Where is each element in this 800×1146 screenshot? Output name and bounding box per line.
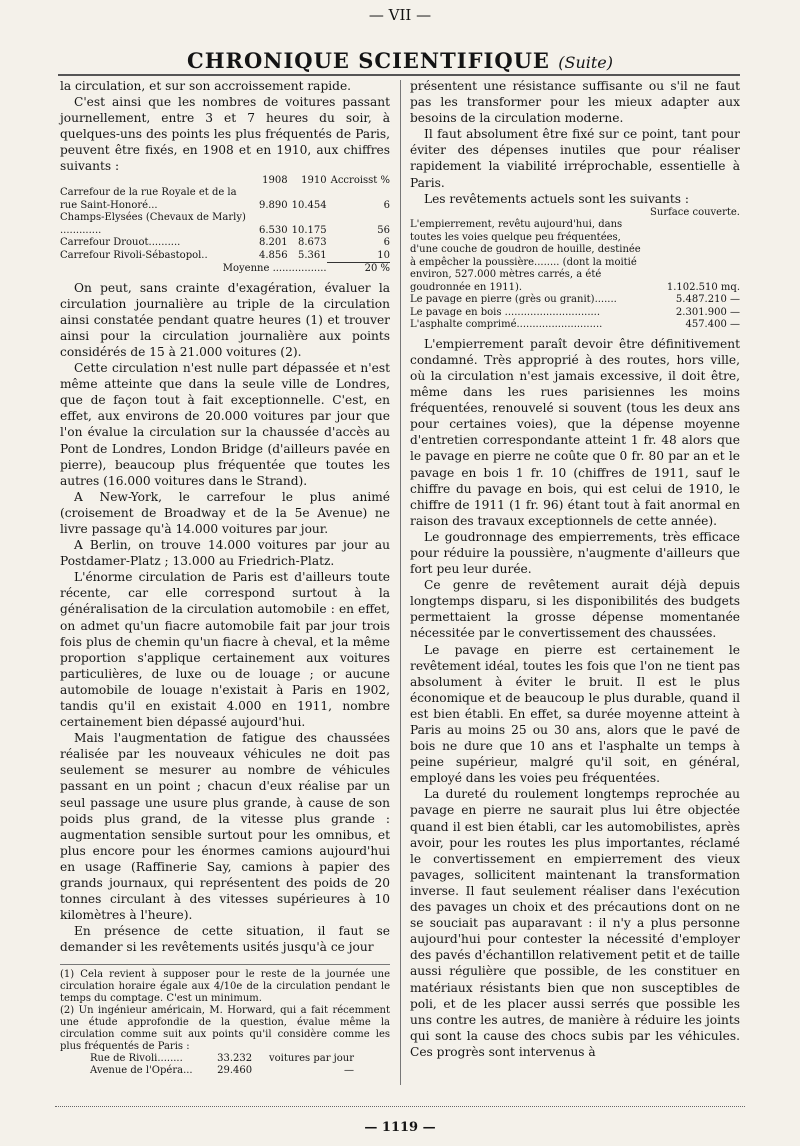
average-value: 20 % xyxy=(327,263,390,276)
surface-value: 457.400 — xyxy=(685,319,740,331)
right-paragraph: L'empierrement paraît devoir être définitivement condamné. Très approprié à des routes, hors ville, où la circulation n'est jamais excessive, il doit être, même dans les rues parisiennes les moins fréquentées, renouvelé si souvent (tous les deux ans pour certaines voies), que la dépense moyenne d'entretien correspondante atteint 1 fr. 48 alors que le pavage en pierre ne coûte que 0 fr. 80 par an et le pavage en bois 1 fr. 10 (chiffres de 1911, sauf le chiffre du pavage en bois, qui est celui de 1910, le chiffre de 1911 (1 fr. 96) étant tout à fait anormal en raison des travaux exceptionnels de cette année). xyxy=(410,336,740,528)
right-paragraph: présentent une résistance suffisante ou s'il ne faut pas les transformer pour les mieux adapter aux besoins de la circulation moderne. xyxy=(410,79,740,126)
col-header: Accroisst % xyxy=(330,174,390,186)
surface-label: Le pavage en bois .............................. xyxy=(410,306,601,318)
left-paragraph: C'est ainsi que les nombres de voitures passant journellement, entre 3 et 7 heures du soir, à quelques-uns des points les plus fréquentés de Paris, peuvent être fixés, en 1908 et en 1910, aux chiffres suivants : xyxy=(60,95,390,174)
table-row xyxy=(410,219,740,294)
footnote-2: (2) Un ingénieur américain, M. Horward, qui a fait récemment une étude approfondie de la question, évalue même la circulation comme suit aux points qu'il considère comme les plus fréquentés de Paris : xyxy=(60,1004,390,1052)
surface-value: 1.102.510 mq. xyxy=(666,281,740,293)
left-paragraph: Cette circulation n'est nulle part dépassée et n'est même atteinte que dans la seule ville de Londres, que de façon tout à fait exceptionnelle. C'est, en effet, aux environs de 20.000 voitures par jour que l'on évalue la circulation sur la chaussée d'accès au Pont de Londres, London Bridge (d'ailleurs pavée en pierre), beaucoup plus fréquentée que toutes les autres (16.000 voitures dans le Strand). xyxy=(60,361,390,488)
column-divider xyxy=(400,80,401,1085)
value-cell: 5.361 xyxy=(297,250,327,262)
left-paragraph: On peut, sans crainte d'exagération, évaluer la circulation journalière au triple de la circulation ainsi constatée pendant quatre heures (1) et trouver ainsi pour la circulation journalière aux points considérés de 15 à 21.000 voitures (2). xyxy=(60,280,390,359)
right-paragraph: Le goudronnage des empierrements, très efficace pour réduire la poussière, n'augmente d'ailleurs que fort peu leur durée. xyxy=(410,529,740,577)
right-paragraph: Il faut absolument être fixé sur ce point, tant pour éviter des dépenses inutiles que pour réaliser rapidement la viabilité irréprochable, essentielle à Paris. xyxy=(410,127,740,190)
footnote-table xyxy=(90,1053,354,1078)
surface-label: Le pavage en pierre (grès ou granit)....... xyxy=(410,294,617,306)
right-paragraph: Ce genre de revêtement aurait déjà depuis longtemps disparu, si les disponibilités des budgets permettaient la grosse dépense momentanée nécessitée par le convertissement des chaussées. xyxy=(410,578,740,641)
footnote-unit: — xyxy=(344,1065,354,1076)
value-cell: 8.673 xyxy=(297,237,327,249)
left-paragraph: A New-York, le carrefour le plus animé (croisement de Broadway et de la 5e Avenue) ne livre passage qu'à 14.000 voitures par jour. xyxy=(60,489,390,536)
title-text: CHRONIQUE SCIENTIFIQUE xyxy=(186,48,550,73)
value-cell: 10.454 xyxy=(291,199,327,211)
table-row xyxy=(410,294,740,307)
page-number: — 1119 — xyxy=(364,1120,436,1135)
value-cell: 9.890 xyxy=(258,199,288,211)
col-header: 1908 xyxy=(262,174,288,186)
place-cell: Carrefour Drouot.......... xyxy=(60,237,181,249)
value-cell: 6 xyxy=(383,199,390,211)
left-paragraph: L'énorme circulation de Paris est d'ailleurs toute récente, car elle correspond surtout à la généralisation de la circulation automobile : en effet, on admet qu'un fiacre automobile fait par jour trois fois plus de chemin qu'un fiacre à cheval, et la même proportion s'applique certainement aux voitures particulières, de luxe ou de louage ; or aucune automobile de louage n'existait à Paris en 1902, tandis qu'il en existait 4.000 en 1911, nombre certainement bien dépassé aujourd'hui. xyxy=(60,570,390,730)
left-paragraph: En présence de cette situation, il faut se demander si les revêtements usités jusqu'à ce jour xyxy=(60,924,390,955)
footnote-1: (1) Cela revient à supposer pour le reste de la journée une circulation horaire égale aux 4/10e de la circulation pendant le temps du comptage. C'est un minimum. xyxy=(60,968,390,1004)
value-cell: 56 xyxy=(377,224,390,236)
table-row xyxy=(90,1053,354,1066)
surface-label: L'empierrement, revêtu aujourd'hui, dans toutes les voies quelque peu fréquentées, d'une couche de goudron de houille, destinée à empêcher la poussière........ (dont la moitié environ, 527.000 mètres carrés, a été goudronnée en 1911). xyxy=(410,219,641,293)
footnote-value: 33.232 xyxy=(217,1052,253,1064)
surface-table xyxy=(410,207,740,332)
left-paragraph: Mais l'augmentation de fatigue des chaussées réalisée par les nouveaux véhicules ne doit pas seulement se mesurer au nombre de véhicules passant en un point ; chacun d'eux réalise par un seul passage une usure plus grande, à cause de son poids plus grand, de la vitesse plus grande : augmentation sensible surtout pour les omnibus, et plus encore pour les énormes camions aujourd'hui en usage (Raffinerie Say, camions à papier des grands journaux, qui représentent des poids de 20 tonnes circulant à des vitesses supérieures à 10 kilomètres à l'heure). xyxy=(60,731,390,923)
page-title xyxy=(0,48,800,73)
table-row xyxy=(60,237,390,250)
place-cell: Champs-Elysées (Chevaux de Marly) ............. xyxy=(60,212,246,236)
page-roman-numeral: — VII — xyxy=(368,6,432,24)
table-row xyxy=(60,212,390,237)
surface-label: L'asphalte comprimé........................... xyxy=(410,319,603,331)
value-cell: 10 xyxy=(377,249,390,261)
right-paragraph: La dureté du roulement longtemps reprochée au pavage en pierre ne saurait plus lui être objectée quand il est bien établi, car les automobilistes, après avoir, pour les routes les plus importantes, réclamé le convertissement en empierrement des vieux pavages, sollicitent maintenant la transformation inverse. Il faut seulement réaliser dans l'exécution des pavages un choix et des précautions dont on ne se souciait pas auparavant : il n'y a plus personne aujourd'hui pour contester la nécessité d'employer des pavés d'échantillon relativement petit et de taille aussi régulière que possible, de les constituer en matériaux résistants bien que non susceptibles de poli, et de les placer aussi serrés que possible les uns contre les autres, de manière à réduire les joints qui sont la cause des chocs subis par les véhicules. Ces progrès sont intervenus à xyxy=(410,787,740,1059)
footnote-place: Avenue de l'Opéra... xyxy=(90,1065,193,1076)
table-row xyxy=(410,307,740,320)
value-cell: 4.856 xyxy=(258,250,288,262)
surface-value: 2.301.900 — xyxy=(675,306,740,318)
table-row xyxy=(60,250,390,263)
right-column xyxy=(410,78,740,1060)
table-row xyxy=(410,319,740,332)
title-rule xyxy=(58,74,740,76)
place-cell: Carrefour de la rue Royale et de la rue Saint-Honoré... xyxy=(60,187,237,211)
left-paragraph: A Berlin, on trouve 14.000 voitures par jour au Postdamer-Platz ; 13.000 au Friedrich-Platz. xyxy=(60,538,390,569)
value-cell: 6 xyxy=(383,237,390,249)
surface-header: Surface couverte. xyxy=(650,206,740,218)
value-cell: 8.201 xyxy=(258,237,288,249)
value-cell: 6.530 xyxy=(258,224,288,236)
table-row xyxy=(90,1065,354,1078)
surface-value: 5.487.210 — xyxy=(675,294,740,306)
footnote-unit: voitures par jour xyxy=(269,1052,354,1064)
average-label: Moyenne ................. xyxy=(222,263,327,275)
bottom-rule xyxy=(55,1106,745,1108)
footnote-rule xyxy=(60,964,390,965)
value-cell: 10.175 xyxy=(291,224,327,236)
left-paragraph: la circulation, et sur son accroissement rapide. xyxy=(60,79,352,93)
traffic-table xyxy=(60,175,390,276)
average-row xyxy=(60,263,390,276)
footnote-place: Rue de Rivoli........ xyxy=(90,1052,183,1064)
title-suffix: (Suite) xyxy=(558,53,614,72)
right-paragraph: Les revêtements actuels sont les suivants : xyxy=(424,191,689,206)
right-paragraph: Le pavage en pierre est certainement le revêtement idéal, toutes les fois que l'on ne tient pas absolument à éviter le bruit. Il est le plus économique et de beaucoup le plus durable, quand il est bien établi. En effet, sa durée moyenne atteint à Paris au moins 25 ou 30 ans, alors que le pavé de bois ne dure que 10 ans et l'asphalte un temps à peine supérieur, malgré qu'il soit, en général, employé dans les voies peu fréquentées. xyxy=(410,642,740,786)
place-cell: Carrefour Rivoli-Sébastopol.. xyxy=(60,250,208,262)
col-header: 1910 xyxy=(301,174,327,186)
left-column xyxy=(60,78,390,1078)
footnote-value: 29.460 xyxy=(217,1065,253,1076)
table-row xyxy=(60,187,390,212)
